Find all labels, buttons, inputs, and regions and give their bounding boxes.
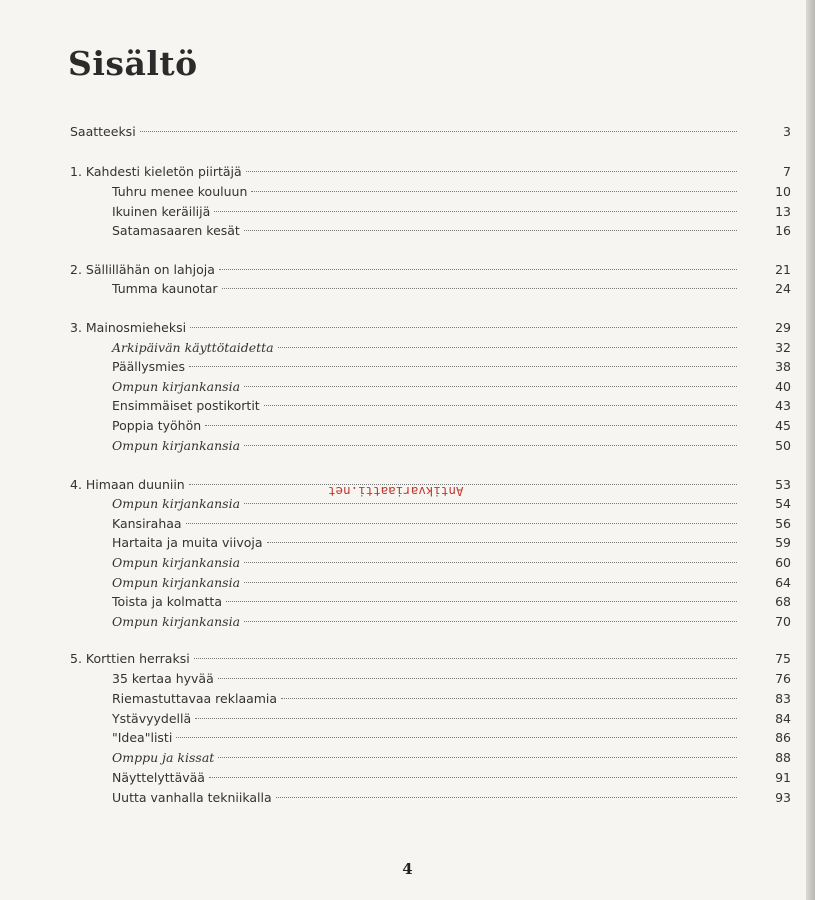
- toc-entry-line: [112, 436, 739, 456]
- dot-leader: [176, 737, 737, 738]
- toc-entry: [0, 649, 815, 669]
- toc-entry-title: Kansirahaa: [112, 516, 182, 531]
- toc-entry-page: 3: [783, 124, 791, 139]
- page-number: 4: [402, 860, 413, 878]
- toc-entry-line: [112, 416, 739, 436]
- toc-entry-page: 64: [775, 575, 791, 590]
- toc-entry-title: Ensimmäiset postikortit: [112, 398, 260, 413]
- dot-leader: [244, 562, 737, 563]
- toc-entry-title: Saatteeksi: [70, 124, 136, 139]
- toc-entry: [0, 514, 815, 534]
- toc-entry-title: Ystävyydellä: [112, 711, 192, 726]
- toc-entry-page: 83: [775, 691, 791, 706]
- toc-entry-page: 84: [775, 711, 791, 726]
- toc-entry-line: [112, 221, 739, 241]
- toc-entry-title: Ikuinen keräilijä: [112, 204, 211, 219]
- toc-entry-page: 29: [775, 320, 791, 335]
- toc-entry-line: [112, 728, 739, 748]
- dot-leader: [244, 445, 737, 446]
- toc-entry: [0, 728, 815, 748]
- toc-entry: [0, 357, 815, 377]
- toc-entry: [0, 788, 815, 808]
- toc-entry-page: 59: [775, 535, 791, 550]
- toc-entry-page: 32: [775, 340, 791, 355]
- dot-leader: [244, 582, 737, 583]
- toc-entry-title: Satamasaaren kesät: [112, 223, 240, 238]
- toc-entry: [0, 338, 815, 358]
- dot-leader: [222, 288, 737, 289]
- toc-entry-page: 88: [775, 750, 791, 765]
- toc-entry: [0, 279, 815, 299]
- toc-entry-line: [70, 162, 739, 182]
- toc-entry-title: Ompun kirjankansia: [112, 614, 241, 629]
- toc-entry: [0, 416, 815, 436]
- toc-entry-line: [112, 514, 739, 534]
- toc-entry-page: 45: [775, 418, 791, 433]
- toc-entry-page: 53: [775, 477, 791, 492]
- toc-entry-page: 60: [775, 555, 791, 570]
- toc-entry-title: Ompun kirjankansia: [112, 379, 241, 394]
- toc-entry: [0, 182, 815, 202]
- toc-entry-page: 75: [775, 651, 791, 666]
- toc-entry-line: [112, 689, 739, 709]
- toc-entry-title: 35 kertaa hyvää: [112, 671, 214, 686]
- toc-entry-page: 7: [783, 164, 791, 179]
- toc-entry: [0, 436, 815, 456]
- toc-entry-title: Ompun kirjankansia: [112, 555, 241, 570]
- toc-entry-line: [70, 318, 739, 338]
- toc-entry-page: 93: [775, 790, 791, 805]
- dot-leader: [244, 230, 737, 231]
- toc-entry-title: Tuhru menee kouluun: [112, 184, 248, 199]
- dot-leader: [190, 327, 737, 328]
- toc-entry-line: [112, 533, 739, 553]
- dot-leader: [189, 366, 737, 367]
- toc-entry: [0, 396, 815, 416]
- toc-entry-title: Arkipäivän käyttötaidetta: [112, 340, 274, 355]
- toc-entry-page: 70: [775, 614, 791, 629]
- toc-entry: [0, 377, 815, 397]
- toc-entry: [0, 122, 815, 142]
- toc-entry-title: Näyttelyttävää: [112, 770, 205, 785]
- toc-entry-line: [70, 260, 739, 280]
- dot-leader: [278, 347, 737, 348]
- dot-leader: [205, 425, 737, 426]
- toc-entry: [0, 553, 815, 573]
- toc-entry-title: 3. Mainosmieheksi: [70, 320, 187, 335]
- toc-entry-title: Tumma kaunotar: [112, 281, 218, 296]
- toc-entry: [0, 689, 815, 709]
- dot-leader: [209, 777, 737, 778]
- dot-leader: [267, 542, 737, 543]
- dot-leader: [218, 757, 737, 758]
- toc-entry-line: [112, 612, 739, 632]
- toc-entry-line: [112, 573, 739, 593]
- toc-entry-title: 5. Korttien herraksi: [70, 651, 190, 666]
- toc-entry-line: [112, 357, 739, 377]
- toc-entry-title: Riemastuttavaa reklaamia: [112, 691, 278, 706]
- toc-entry-title: Ompun kirjankansia: [112, 496, 241, 511]
- toc-entry-line: [112, 377, 739, 397]
- toc-entry-line: [112, 182, 739, 202]
- toc-entry-title: Hartaita ja muita viivoja: [112, 535, 263, 550]
- dot-leader: [214, 211, 737, 212]
- toc-entry: [0, 162, 815, 182]
- page-title: Sisältö: [68, 44, 198, 83]
- dot-leader: [186, 523, 737, 524]
- watermark: Antikvariaatti.net: [328, 484, 464, 499]
- toc-entry-page: 86: [775, 730, 791, 745]
- dot-leader: [218, 678, 737, 679]
- toc-entry-page: 13: [775, 204, 791, 219]
- toc-entry-page: 10: [775, 184, 791, 199]
- dot-leader: [281, 698, 737, 699]
- dot-leader: [195, 718, 737, 719]
- toc-entry-line: [112, 669, 739, 689]
- toc-entry-title: Ompun kirjankansia: [112, 438, 241, 453]
- toc-entry-page: 76: [775, 671, 791, 686]
- dot-leader: [246, 171, 737, 172]
- toc-entry-line: [112, 338, 739, 358]
- toc-entry: [0, 669, 815, 689]
- dot-leader: [276, 797, 737, 798]
- toc-entry-title: 1. Kahdesti kieletön piirtäjä: [70, 164, 242, 179]
- dot-leader: [251, 191, 737, 192]
- dot-leader: [226, 601, 737, 602]
- toc-entry-title: Omppu ja kissat: [112, 750, 215, 765]
- toc-entry-title: "Idea"listi: [112, 730, 173, 745]
- toc-entry: [0, 202, 815, 222]
- toc-entry-title: Poppia työhön: [112, 418, 202, 433]
- toc-entry-page: 54: [775, 496, 791, 511]
- toc-entry-page: 43: [775, 398, 791, 413]
- dot-leader: [219, 269, 737, 270]
- toc-entry-line: [112, 592, 739, 612]
- toc-entry-title: Uutta vanhalla tekniikalla: [112, 790, 272, 805]
- toc-entry-title: Toista ja kolmatta: [112, 594, 222, 609]
- toc-entry-title: 4. Himaan duuniin: [70, 477, 185, 492]
- dot-leader: [140, 131, 737, 132]
- toc-entry-page: 40: [775, 379, 791, 394]
- dot-leader: [194, 658, 737, 659]
- toc-entry-page: 56: [775, 516, 791, 531]
- dot-leader: [244, 386, 737, 387]
- toc-entry-line: [112, 553, 739, 573]
- toc-entry-line: [70, 649, 739, 669]
- toc-entry-title: Ompun kirjankansia: [112, 575, 241, 590]
- toc-entry: [0, 612, 815, 632]
- toc-entry-line: [112, 202, 739, 222]
- toc-entry: [0, 748, 815, 768]
- toc-entry-title: Päällysmies: [112, 359, 186, 374]
- toc-entry-line: [112, 279, 739, 299]
- toc-entry: [0, 260, 815, 280]
- toc-entry-line: [112, 788, 739, 808]
- toc-entry-page: 24: [775, 281, 791, 296]
- toc-entry-title: 2. Sällillähän on lahjoja: [70, 262, 215, 277]
- toc-entry: [0, 318, 815, 338]
- toc-entry-line: [112, 748, 739, 768]
- toc-entry-page: 68: [775, 594, 791, 609]
- toc-entry: [0, 533, 815, 553]
- toc-entry-page: 21: [775, 262, 791, 277]
- toc-entry-line: [112, 709, 739, 729]
- toc-entry-page: 91: [775, 770, 791, 785]
- dot-leader: [244, 503, 737, 504]
- dot-leader: [244, 621, 737, 622]
- toc-entry-page: 50: [775, 438, 791, 453]
- toc-entry-line: [112, 396, 739, 416]
- toc-entry-line: [70, 122, 739, 142]
- toc-entry: [0, 573, 815, 593]
- toc-entry: [0, 592, 815, 612]
- toc-entry-line: [112, 768, 739, 788]
- toc-entry-page: 38: [775, 359, 791, 374]
- toc-entry-page: 16: [775, 223, 791, 238]
- dot-leader: [264, 405, 737, 406]
- toc-entry: [0, 768, 815, 788]
- toc-entry: [0, 709, 815, 729]
- toc-entry: [0, 221, 815, 241]
